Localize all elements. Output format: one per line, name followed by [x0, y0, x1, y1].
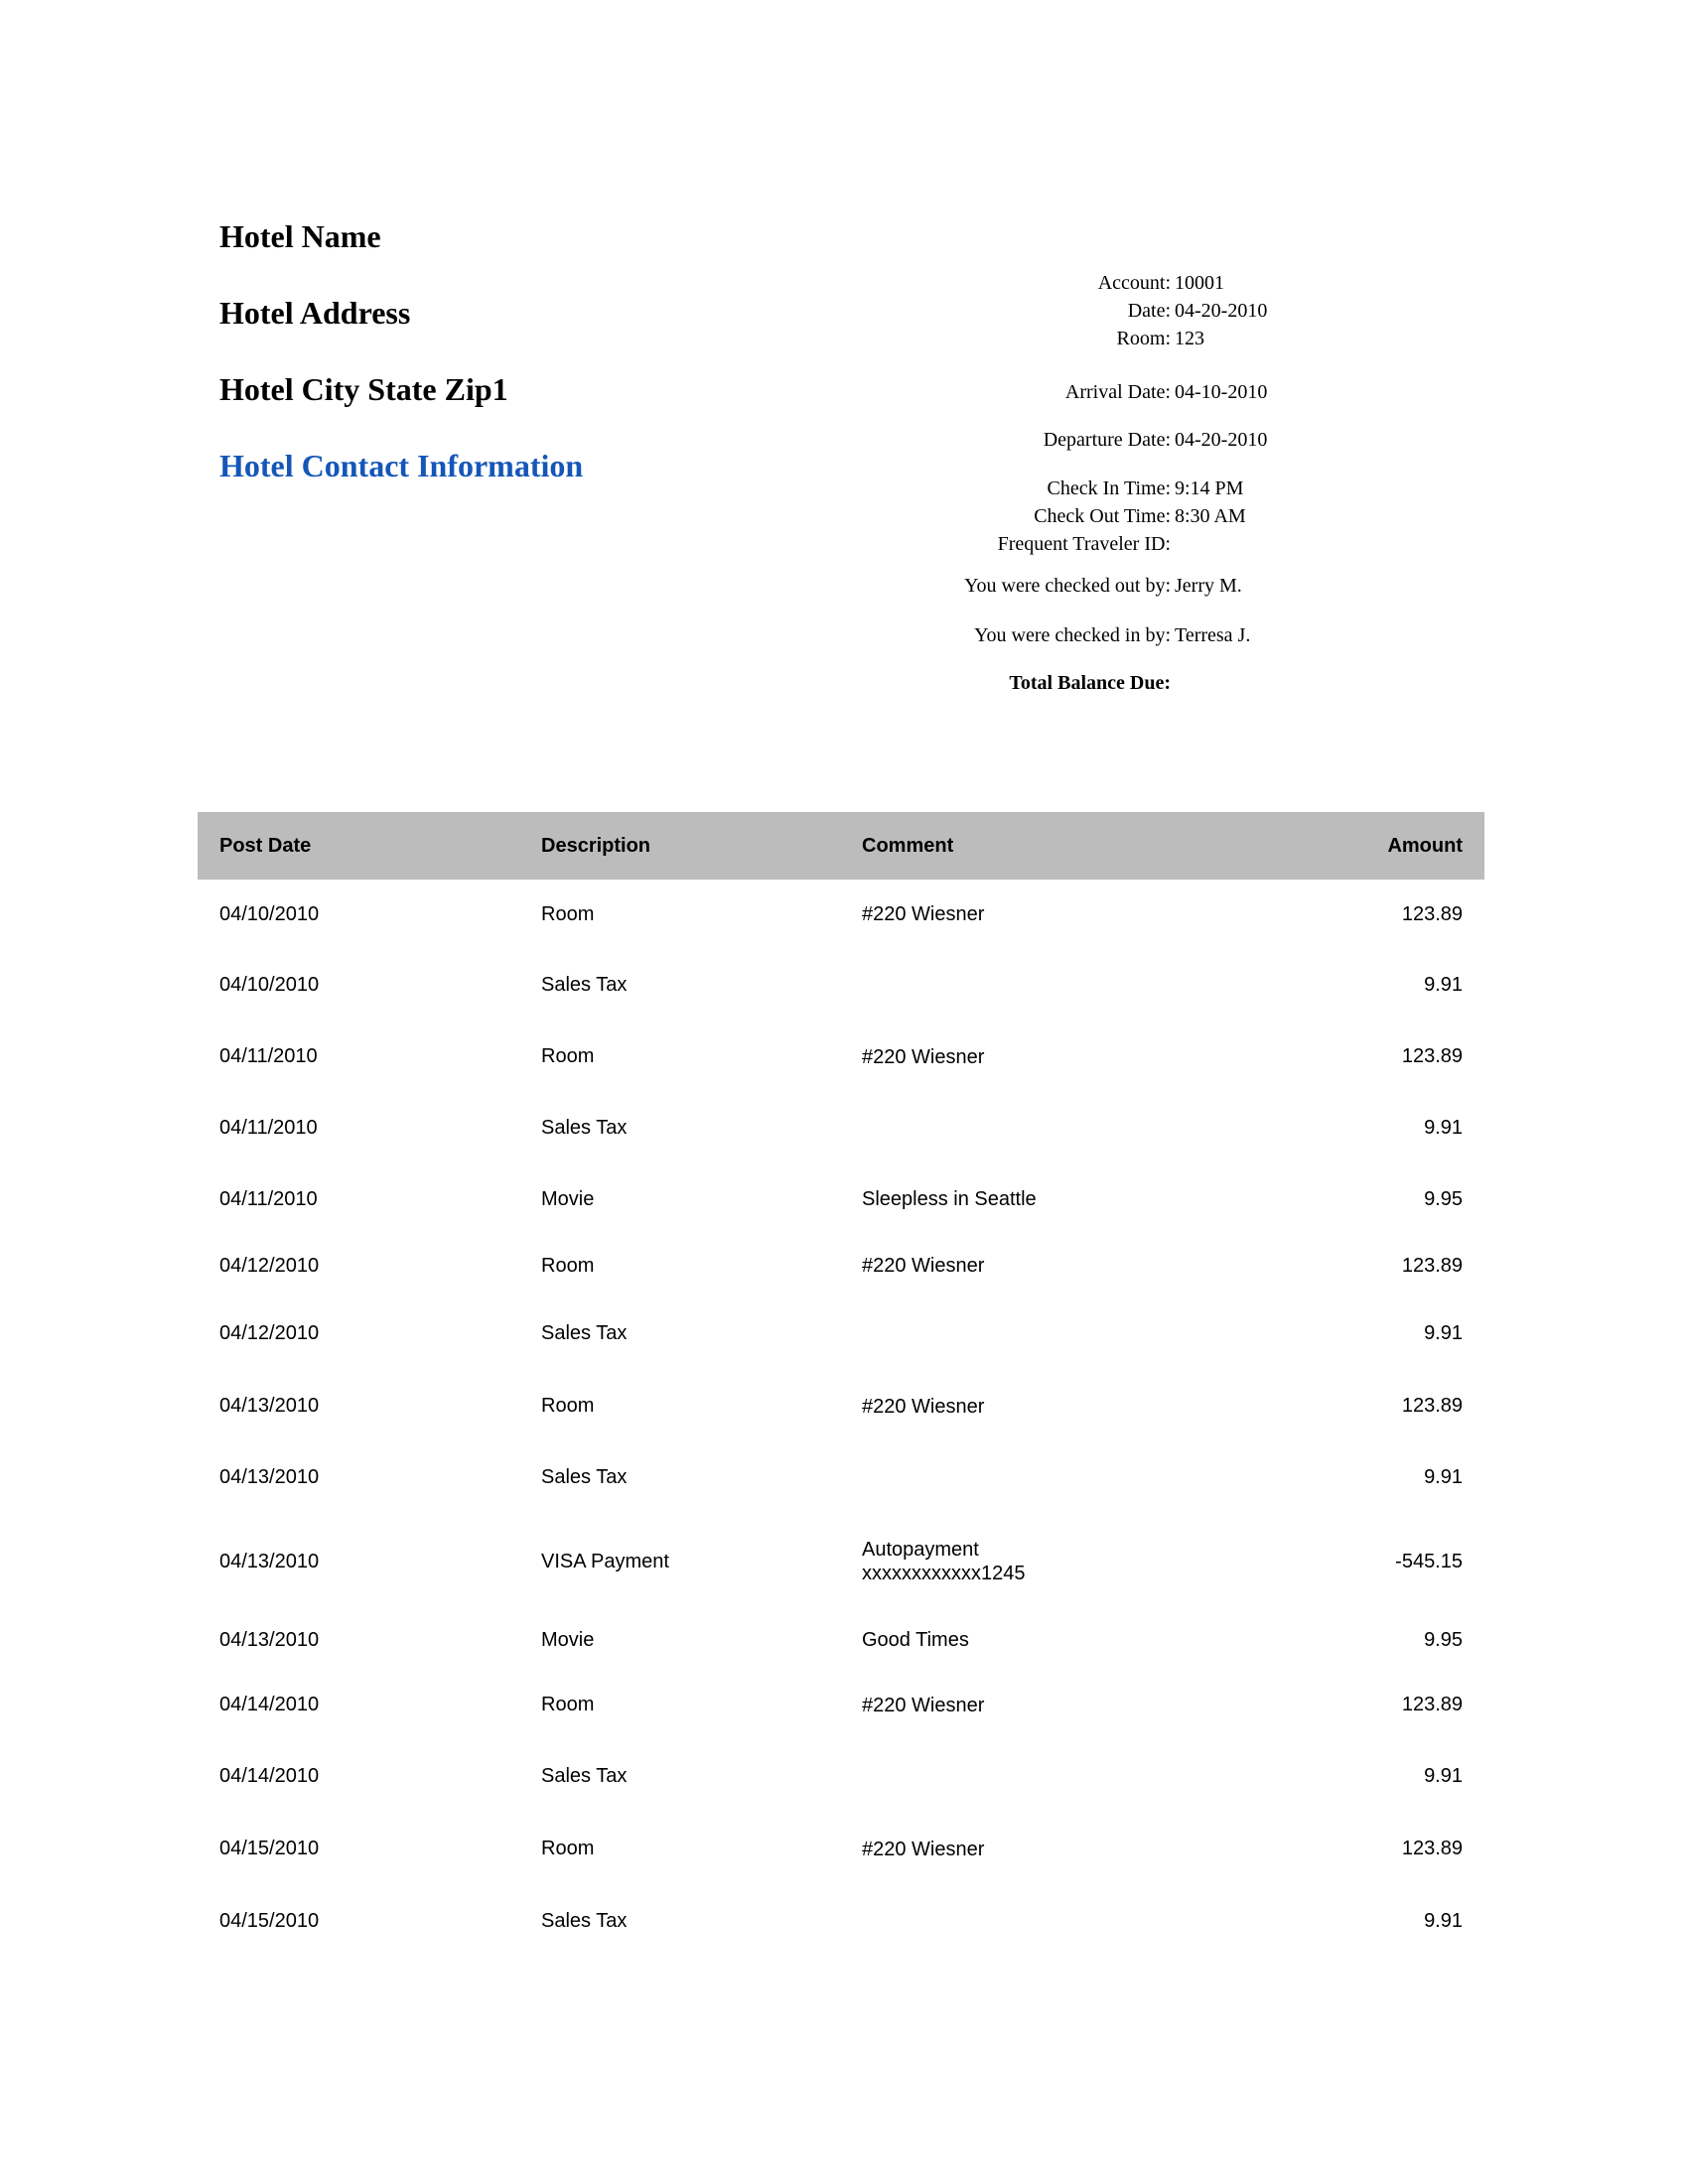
- row-comment: #220 Wiesner: [862, 1045, 985, 1068]
- frequent-traveler-label: Frequent Traveler ID:: [997, 533, 1171, 555]
- ledger-header-row: [198, 812, 1484, 880]
- row-comment: [862, 1442, 1180, 1513]
- hotel-contact-link[interactable]: Hotel Contact Information: [219, 448, 584, 483]
- row-amount: 9.91: [1424, 974, 1463, 996]
- row-post-date: 04/12/2010: [219, 1254, 320, 1277]
- total-balance-label: Total Balance Due:: [1009, 672, 1171, 694]
- checkin-time-row: [0, 475, 1688, 502]
- row-post-date: 04/11/2010: [219, 1117, 318, 1139]
- row-description: Room: [541, 1045, 595, 1067]
- row-amount: 123.89: [1401, 1395, 1463, 1417]
- hotel-name: Hotel Name: [219, 218, 381, 254]
- row-comment: [862, 949, 1180, 1022]
- row-post-date: 04/10/2010: [219, 902, 320, 925]
- row-post-date: 04/15/2010: [219, 1838, 320, 1859]
- row-comment: #220 Wiesner: [862, 1838, 985, 1860]
- row-amount: 123.89: [1401, 1694, 1463, 1715]
- departure-value: 04-20-2010: [1175, 429, 1268, 451]
- row-comment: [862, 1885, 1180, 1958]
- row-description: Room: [541, 1395, 595, 1417]
- row-post-date: 04/15/2010: [219, 1910, 320, 1932]
- row-description: Room: [541, 1694, 595, 1715]
- description-header: Description: [541, 834, 651, 857]
- row-description: Room: [541, 1838, 595, 1859]
- total-balance-row: [0, 669, 1688, 697]
- post-date-header: Post Date: [219, 834, 312, 857]
- table-row: [198, 1610, 1484, 1670]
- row-amount: 9.91: [1424, 1322, 1463, 1344]
- row-amount: 9.91: [1424, 1910, 1463, 1932]
- row-description: Movie: [541, 1628, 595, 1651]
- room-value: 123: [1175, 328, 1204, 349]
- checkout-time-value: 8:30 AM: [1175, 505, 1246, 527]
- row-post-date: 04/14/2010: [219, 1765, 320, 1787]
- account-label: Account:: [1097, 272, 1171, 294]
- row-description: Sales Tax: [541, 1117, 628, 1139]
- row-description: Sales Tax: [541, 1322, 628, 1344]
- row-comment: Autopayment xxxxxxxxxxxx1245: [862, 1539, 1026, 1584]
- row-post-date: 04/13/2010: [219, 1628, 320, 1651]
- row-amount: 123.89: [1401, 902, 1463, 925]
- table-row: [198, 1297, 1484, 1370]
- row-description: VISA Payment: [541, 1550, 669, 1572]
- amount-header: Amount: [1387, 834, 1463, 857]
- hotel-address: Hotel Address: [219, 295, 411, 331]
- table-row: [198, 949, 1484, 1022]
- row-amount: 9.91: [1424, 1765, 1463, 1787]
- row-amount: 123.89: [1401, 1254, 1463, 1277]
- row-description: Room: [541, 902, 595, 925]
- room-label: Room:: [1116, 328, 1171, 349]
- comment-header: Comment: [862, 835, 954, 857]
- arrival-value: 04-10-2010: [1175, 381, 1268, 403]
- row-comment: #220 Wiesner: [862, 1395, 985, 1418]
- row-description: Movie: [541, 1187, 595, 1210]
- checked-out-by-label: You were checked out by:: [964, 575, 1171, 597]
- row-amount: 123.89: [1401, 1838, 1463, 1859]
- table-row: [198, 1022, 1484, 1092]
- row-amount: 9.95: [1424, 1187, 1463, 1210]
- table-row: [198, 1370, 1484, 1442]
- row-comment: [862, 1092, 1180, 1164]
- table-row: [198, 1092, 1484, 1164]
- date-row: [0, 297, 1688, 325]
- row-comment: [862, 1297, 1180, 1370]
- account-value: 10001: [1175, 272, 1224, 294]
- checked-out-by-row: [0, 572, 1688, 600]
- checkout-time-row: [0, 502, 1688, 530]
- row-comment: #220 Wiesner: [862, 1255, 985, 1277]
- table-row: [198, 1670, 1484, 1740]
- row-amount: 9.91: [1424, 1466, 1463, 1488]
- departure-row: [0, 426, 1688, 454]
- row-post-date: 04/11/2010: [219, 1045, 318, 1067]
- checked-in-by-value: Terresa J.: [1175, 624, 1251, 646]
- row-comment: Good Times: [862, 1629, 969, 1651]
- row-post-date: 04/14/2010: [219, 1694, 320, 1715]
- checkin-time-value: 9:14 PM: [1175, 478, 1244, 499]
- table-row: [198, 1164, 1484, 1234]
- table-row: [198, 1740, 1484, 1813]
- table-row: [198, 1813, 1484, 1885]
- row-description: Sales Tax: [541, 1466, 628, 1488]
- row-post-date: 04/13/2010: [219, 1550, 320, 1572]
- date-label: Date:: [1127, 300, 1171, 322]
- row-post-date: 04/11/2010: [219, 1187, 318, 1210]
- row-comment: [862, 1740, 1180, 1813]
- row-post-date: 04/13/2010: [219, 1466, 320, 1488]
- row-amount: 9.95: [1424, 1628, 1463, 1651]
- row-comment: #220 Wiesner: [862, 903, 985, 925]
- checked-out-by-value: Jerry M.: [1175, 575, 1242, 597]
- row-comment: Sleepless in Seattle: [862, 1188, 1037, 1210]
- checked-in-by-row: [0, 621, 1688, 649]
- arrival-row: [0, 378, 1688, 406]
- arrival-label: Arrival Date:: [1064, 381, 1171, 403]
- table-row: [198, 1442, 1484, 1513]
- date-value: 04-20-2010: [1175, 300, 1268, 322]
- room-row: [0, 325, 1688, 352]
- hotel-city-state-zip: Hotel City State Zip1: [219, 371, 508, 407]
- departure-label: Departure Date:: [1043, 429, 1171, 451]
- checkin-time-label: Check In Time:: [1047, 478, 1171, 499]
- table-row: [198, 1885, 1484, 1958]
- row-description: Sales Tax: [541, 1765, 628, 1787]
- row-description: Room: [541, 1254, 595, 1277]
- row-post-date: 04/13/2010: [219, 1395, 320, 1417]
- row-post-date: 04/12/2010: [219, 1322, 320, 1344]
- row-description: Sales Tax: [541, 1910, 628, 1932]
- ledger-table: [198, 812, 1484, 1958]
- table-row: [198, 1513, 1484, 1610]
- row-amount: -545.15: [1395, 1550, 1463, 1572]
- row-comment: #220 Wiesner: [862, 1694, 985, 1716]
- checkout-time-label: Check Out Time:: [1034, 505, 1171, 527]
- table-row: [198, 1234, 1484, 1297]
- account-row: [0, 269, 1688, 297]
- checked-in-by-label: You were checked in by:: [974, 624, 1171, 646]
- table-row: [198, 880, 1484, 949]
- row-amount: 123.89: [1401, 1045, 1463, 1067]
- row-description: Sales Tax: [541, 974, 628, 996]
- row-amount: 9.91: [1424, 1117, 1463, 1139]
- frequent-traveler-row: [0, 530, 1688, 558]
- row-post-date: 04/10/2010: [219, 974, 320, 996]
